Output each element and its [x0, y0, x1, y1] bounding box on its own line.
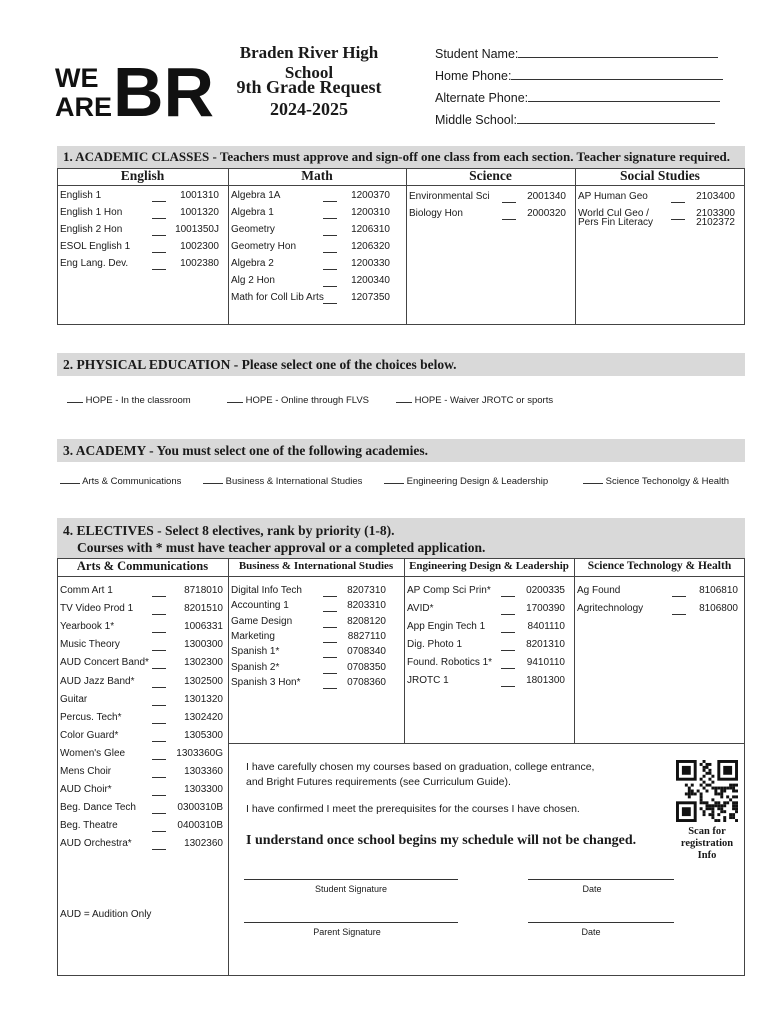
course-name: Environmental Sci	[409, 191, 490, 202]
course-name: JROTC 1	[407, 675, 449, 686]
course-row[interactable]	[57, 766, 223, 780]
course-code: 8718010	[184, 585, 223, 596]
course-code: 8203310	[347, 600, 386, 612]
course-code: 1305300	[184, 729, 223, 741]
course-name: Algebra 2	[231, 258, 274, 269]
section-4-title: 4. ELECTIVES - Select 8 electives, rank by priority (1-8).	[63, 523, 395, 538]
course-selection-blank[interactable]	[152, 209, 166, 219]
course-name: English 1 Hon	[60, 207, 123, 218]
course-row[interactable]	[57, 820, 223, 834]
course-code: 1302420	[184, 711, 223, 723]
middle-school-field[interactable]: Middle School:	[435, 111, 723, 133]
course-name: Biology Hon	[409, 208, 463, 219]
course-code: 8106810	[699, 585, 738, 596]
section-4-header	[57, 518, 745, 558]
title-year: 2024-2025	[270, 99, 348, 119]
parent-date-label: Date	[581, 927, 601, 937]
scan-line: registration	[680, 838, 734, 849]
pe-choice-classroom[interactable]: HOPE - In the classroom	[67, 393, 191, 406]
course-code: 8208120	[347, 615, 386, 627]
course-row[interactable]	[228, 258, 390, 272]
course-selection-blank[interactable]	[323, 679, 337, 689]
course-code: 9410110	[526, 657, 565, 668]
statement-line: and Bright Futures requirements (see Curriculum Guide).	[246, 776, 511, 788]
course-code: 8207310	[347, 585, 386, 596]
course-selection-blank[interactable]	[323, 243, 337, 253]
course-selection-blank[interactable]	[323, 648, 337, 658]
parent-date-line[interactable]	[528, 921, 674, 923]
course-selection-blank[interactable]	[152, 192, 166, 202]
home-phone-field[interactable]: Home Phone:	[435, 67, 723, 89]
course-name: AUD Concert Band*	[60, 657, 149, 669]
course-selection-blank[interactable]	[152, 641, 166, 651]
course-row[interactable]	[404, 585, 565, 599]
course-row[interactable]	[57, 676, 223, 690]
course-row[interactable]	[57, 190, 219, 204]
course-code: 1206320	[351, 241, 390, 252]
course-code: 0400310B	[177, 820, 223, 832]
svg-text:WE: WE	[55, 63, 99, 93]
course-selection-blank[interactable]	[152, 822, 166, 832]
course-name: Beg. Theatre	[60, 820, 118, 832]
scan-caption	[668, 826, 746, 862]
course-row[interactable]	[57, 603, 223, 617]
course-row[interactable]	[404, 675, 565, 689]
course-selection-blank[interactable]	[152, 804, 166, 814]
course-row[interactable]	[406, 191, 566, 205]
course-row[interactable]	[57, 258, 219, 272]
course-row[interactable]	[404, 603, 565, 617]
course-code: 1301320	[184, 693, 223, 705]
course-name: Color Guard*	[60, 729, 119, 741]
course-name: AP Human Geo	[578, 191, 648, 202]
course-name: Alg 2 Hon	[231, 275, 275, 286]
course-row[interactable]	[57, 585, 223, 599]
course-row[interactable]	[404, 657, 565, 671]
course-selection-blank[interactable]	[152, 260, 166, 270]
course-name: AVID*	[407, 603, 434, 614]
student-name-field[interactable]: Student Name:	[435, 45, 723, 67]
course-row[interactable]	[57, 639, 223, 653]
course-selection-blank[interactable]	[152, 587, 166, 597]
course-code: 1001350J	[175, 224, 219, 235]
course-name: ESOL English 1	[60, 241, 131, 252]
school-name: Braden River High School	[239, 43, 379, 82]
scan-line: Info	[697, 850, 717, 861]
course-row[interactable]	[228, 275, 390, 289]
course-code: 8401110	[527, 621, 565, 632]
course-selection-blank[interactable]	[323, 587, 337, 597]
grid-header-divider	[57, 185, 745, 186]
svg-text:BR: BR	[113, 53, 215, 131]
student-signature-label: Student Signature	[314, 884, 388, 894]
electives-header-divider	[57, 576, 745, 577]
course-name: App Engin Tech 1	[407, 621, 486, 632]
course-selection-blank[interactable]	[152, 768, 166, 778]
course-name: Accounting 1	[231, 600, 289, 612]
course-row[interactable]	[57, 838, 223, 852]
course-code: 8201310	[526, 639, 565, 650]
course-selection-blank[interactable]	[323, 294, 337, 304]
course-row[interactable]	[406, 208, 566, 222]
course-selection-blank[interactable]	[323, 602, 337, 612]
course-name: Comm Art 1	[60, 585, 113, 596]
academy-business[interactable]: Business & International Studies	[203, 474, 362, 487]
course-code: 1207350	[351, 292, 390, 303]
course-code: 0708350	[347, 661, 386, 673]
svg-text:ARE: ARE	[55, 92, 113, 122]
science-tech-column-header: Science Technology & Health	[587, 560, 732, 572]
pe-choice-flvs[interactable]: HOPE - Online through FLVS	[227, 393, 369, 406]
course-selection-blank[interactable]	[152, 243, 166, 253]
course-name: Women's Glee	[60, 747, 126, 759]
course-row[interactable]	[57, 224, 219, 238]
course-code: 1303360G	[176, 747, 223, 759]
course-name: Guitar	[60, 693, 88, 705]
we-are-br-logo	[55, 53, 215, 131]
prerequisite-statement: I have confirmed I meet the prerequisites for the courses I have chosen.	[246, 803, 580, 815]
course-row[interactable]	[228, 224, 390, 238]
course-code: 1006331	[184, 621, 223, 633]
course-code: 1302360	[184, 838, 223, 850]
course-row[interactable]	[574, 585, 738, 599]
course-name: Music Theory	[60, 639, 120, 651]
course-code: 2103300	[696, 208, 735, 219]
course-row[interactable]	[228, 646, 386, 660]
course-code: 2001340	[527, 191, 566, 202]
course-code: 1300300	[184, 639, 223, 651]
course-code: 1200370	[351, 190, 390, 201]
section-4-subtitle: Courses with * must have teacher approval or a completed application.	[77, 540, 486, 555]
course-row[interactable]	[228, 292, 390, 306]
course-selection-blank[interactable]	[152, 696, 166, 706]
course-code: 8827110	[347, 630, 386, 642]
course-row[interactable]	[228, 631, 386, 645]
course-code: 1700390	[526, 603, 565, 614]
course-code: 0708360	[347, 676, 386, 688]
course-name: Yearbook 1*	[60, 621, 115, 633]
course-name: English 1	[60, 190, 102, 201]
student-info-fields	[435, 45, 723, 133]
course-code-line-2: 2102372	[696, 217, 735, 228]
math-column-header: Math	[301, 168, 333, 183]
section-1-header: 1. ACADEMIC CLASSES - Teachers must approve and sign-off one class from each section. Teacher signature required.	[57, 146, 745, 168]
course-name: Agritechnology	[577, 603, 644, 614]
course-code: 0300310B	[177, 802, 223, 814]
course-name: World Cul Geo /	[578, 208, 649, 219]
engineering-column-header: Engineering Design & Leadership	[409, 560, 569, 572]
course-code: 2000320	[527, 208, 566, 219]
course-row[interactable]	[57, 241, 219, 255]
course-name-line-2: Pers Fin Literacy	[578, 217, 654, 228]
course-selection-blank[interactable]	[152, 732, 166, 742]
course-code: 8106800	[699, 603, 738, 614]
course-row[interactable]	[57, 207, 219, 221]
course-row[interactable]	[228, 616, 386, 630]
course-choice-statement	[246, 760, 594, 790]
course-name: Eng Lang. Dev.	[60, 258, 129, 269]
academy-science[interactable]: Science Techonolgy & Health	[583, 474, 729, 487]
course-selection-blank[interactable]	[152, 605, 166, 615]
course-selection-blank[interactable]	[323, 664, 337, 674]
pe-choice-waiver[interactable]: HOPE - Waiver JROTC or sports	[396, 393, 553, 406]
course-name: Dig. Photo 1	[407, 639, 463, 650]
course-selection-blank[interactable]	[152, 226, 166, 236]
course-row[interactable]	[57, 730, 223, 744]
course-name: Spanish 1*	[231, 646, 280, 658]
course-row[interactable]	[228, 600, 386, 614]
course-row[interactable]	[404, 621, 565, 635]
course-selection-blank[interactable]	[152, 623, 166, 633]
qr-code-icon[interactable]	[676, 760, 738, 822]
english-column-header: English	[120, 168, 165, 183]
course-row[interactable]	[57, 784, 223, 798]
course-selection-blank[interactable]	[323, 209, 337, 219]
course-name: Beg. Dance Tech	[60, 802, 136, 814]
academy-arts[interactable]: Arts & Communications	[60, 474, 181, 487]
course-name: AUD Orchestra*	[60, 838, 132, 850]
course-row[interactable]	[575, 191, 735, 205]
course-code: 1200330	[351, 258, 390, 269]
course-selection-blank[interactable]	[152, 714, 166, 724]
course-row[interactable]	[228, 585, 386, 599]
course-selection-blank[interactable]	[152, 786, 166, 796]
course-name: AUD Choir*	[60, 784, 112, 796]
course-selection-blank[interactable]	[323, 277, 337, 287]
course-selection-blank[interactable]	[323, 618, 337, 628]
course-code: 1200310	[351, 207, 390, 218]
scan-line: Scan for	[688, 826, 726, 837]
course-row[interactable]	[57, 802, 223, 816]
course-code: 1801300	[526, 675, 565, 686]
course-code: 1302500	[184, 675, 223, 687]
course-row[interactable]	[57, 621, 223, 635]
course-row[interactable]	[228, 662, 386, 676]
course-code: 1206310	[351, 224, 390, 235]
course-name: Math for Coll Lib Arts	[231, 292, 324, 303]
course-code: 1200340	[351, 275, 390, 286]
course-selection-blank[interactable]	[152, 750, 166, 760]
course-code: 1001310	[180, 190, 219, 201]
course-code: 1002300	[180, 241, 219, 252]
course-name: Ag Found	[577, 585, 621, 596]
course-code: 8201510	[184, 603, 223, 615]
schedule-statement: I understand once school begins my schedule will not be changed.	[246, 833, 637, 848]
course-name: AP Comp Sci Prin*	[407, 585, 491, 596]
course-row[interactable]	[575, 208, 735, 228]
audition-note: AUD = Audition Only	[60, 909, 152, 920]
science-column-header: Science	[469, 168, 512, 183]
course-name: Game Design	[231, 615, 293, 627]
course-name: Spanish 3 Hon*	[231, 676, 301, 688]
course-name: AUD Jazz Band*	[60, 675, 135, 687]
course-row[interactable]	[228, 207, 390, 221]
course-row[interactable]	[228, 190, 390, 204]
form-title	[214, 76, 404, 120]
arts-column-header: Arts & Communications	[76, 559, 209, 573]
course-name: Geometry	[231, 224, 275, 235]
course-row[interactable]	[57, 712, 223, 726]
course-code: 1001320	[180, 207, 219, 218]
course-code: 1303360	[184, 766, 223, 777]
course-row[interactable]	[228, 241, 390, 255]
course-name: Algebra 1A	[231, 190, 281, 201]
electives-lower-divider	[228, 743, 745, 744]
title-line-1: 9th Grade Request	[236, 77, 382, 97]
statement-line: I have carefully chosen my courses based on graduation, college entrance,	[246, 761, 595, 773]
section-3-header: 3. ACADEMY - You must select one of the following academies.	[57, 439, 745, 462]
course-selection-blank[interactable]	[323, 226, 337, 236]
course-name: Mens Choir	[60, 766, 112, 777]
course-name: TV Video Prod 1	[60, 603, 134, 615]
course-name: Digital Info Tech	[231, 585, 302, 596]
course-row[interactable]	[404, 639, 565, 653]
course-name: Marketing	[231, 630, 275, 642]
course-code: 0708340	[347, 646, 386, 658]
alternate-phone-field[interactable]: Alternate Phone:	[435, 89, 723, 111]
course-name: Spanish 2*	[231, 661, 280, 673]
course-row[interactable]	[228, 677, 386, 691]
course-code: 2103400	[696, 191, 735, 202]
course-code: 1303300	[184, 784, 223, 796]
course-name: Found. Robotics 1*	[407, 657, 493, 668]
student-date-line[interactable]	[528, 878, 674, 880]
course-row[interactable]	[57, 748, 223, 762]
student-signature-line[interactable]	[244, 878, 458, 880]
course-row[interactable]	[574, 603, 738, 617]
student-date-label: Date	[582, 884, 602, 894]
course-selection-blank[interactable]	[152, 678, 166, 688]
course-row[interactable]	[57, 694, 223, 708]
course-code: 1302300	[184, 657, 223, 669]
course-name: English 2 Hon	[60, 224, 123, 235]
course-code: 1002380	[180, 258, 219, 269]
social-studies-column-header: Social Studies	[620, 168, 700, 183]
course-row[interactable]	[57, 657, 223, 671]
course-selection-blank[interactable]	[152, 840, 166, 850]
course-selection-blank[interactable]	[323, 260, 337, 270]
course-selection-blank[interactable]	[323, 192, 337, 202]
parent-signature-line[interactable]	[244, 921, 458, 923]
course-selection-blank[interactable]	[152, 659, 166, 669]
course-name: Percus. Tech*	[60, 711, 122, 723]
course-selection-blank[interactable]	[323, 633, 337, 643]
business-column-header: Business & International Studies	[238, 560, 394, 572]
course-name: Algebra 1	[231, 207, 274, 218]
course-name: Geometry Hon	[231, 241, 297, 252]
course-code: 0200335	[526, 585, 565, 596]
section-2-header: 2. PHYSICAL EDUCATION - Please select one of the choices below.	[57, 353, 745, 376]
parent-signature-label: Parent Signature	[313, 927, 381, 937]
academy-engineering[interactable]: Engineering Design & Leadership	[384, 474, 548, 487]
